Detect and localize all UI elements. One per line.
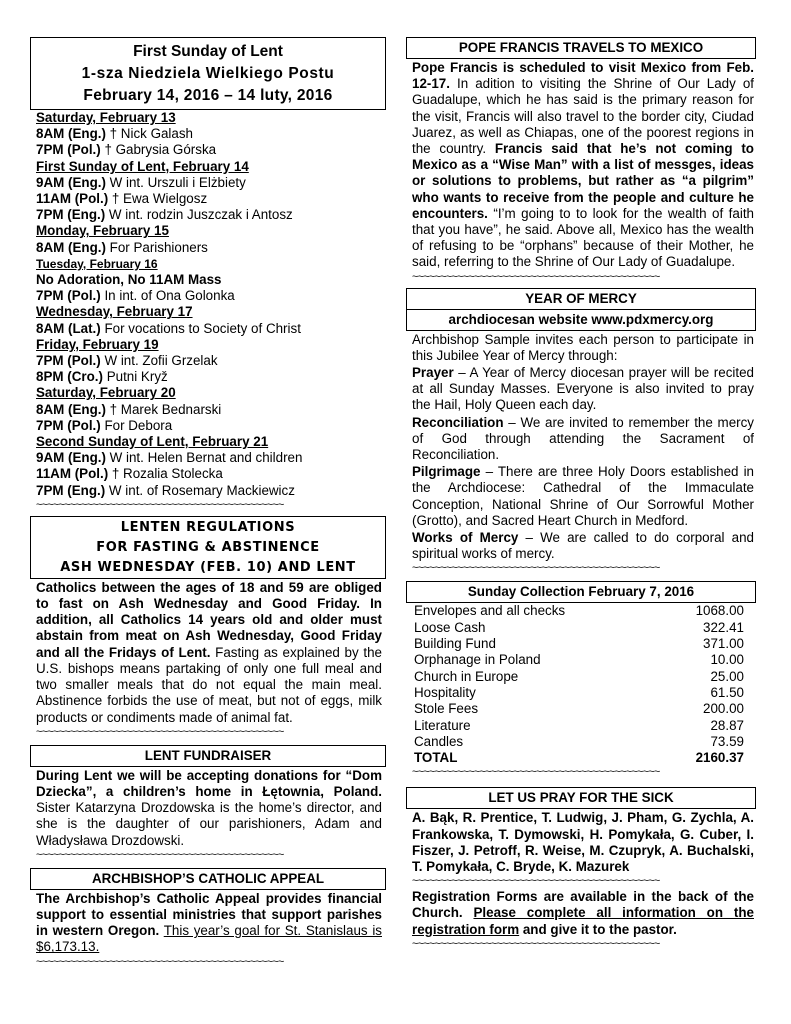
schedule-day-heading: Saturday, February 13: [36, 110, 176, 125]
collection-amount: 10.00: [710, 652, 744, 668]
collection-row: [406, 718, 756, 734]
collection-table: [406, 603, 756, 750]
mass-entry: [36, 175, 380, 191]
mass-intention: In int. of Ona Golonka: [100, 288, 235, 304]
collection-label: Hospitality: [414, 684, 476, 700]
mass-entry: [36, 402, 380, 418]
mercy-title: YEAR OF MERCY: [525, 290, 637, 306]
bulletin-title-box: [30, 37, 386, 110]
collection-label: Literature: [414, 717, 471, 733]
collection-row: [406, 620, 756, 636]
collection-amount: 322.41: [703, 619, 744, 635]
collection-label: Envelopes and all checks: [414, 603, 566, 619]
mass-time: 8AM (Eng.): [36, 126, 106, 142]
mass-intention: For Debora: [100, 417, 173, 433]
mercy-item-text: – There are three Holy Doors established in the Archdiocese: Cathedral of the Immaculate Conception, National Shrine of Our Sorrowful Mother (Grotto), and Sacred Heart Church in Medford.: [412, 464, 754, 528]
mass-intention: For Parishioners: [105, 239, 208, 255]
schedule-day-heading: Tuesday, February 16: [36, 256, 158, 271]
divider: ~~~~~~~~~~~~~~~~~~~~~~~~~~~~~~~~~~~~~~~~~~~~: [36, 955, 284, 968]
mercy-item: [406, 529, 756, 562]
mass-time: 8PM (Cro.): [36, 369, 103, 385]
collection-row: [406, 652, 756, 668]
mass-entry: [36, 483, 380, 499]
mass-time: 7PM (Eng.): [36, 482, 106, 498]
mass-entry: [36, 288, 380, 304]
title-polish: 1-sza Niedziela Wielkiego Postu: [81, 65, 335, 82]
collection-amount: 200.00: [703, 701, 744, 717]
appeal-header: ARCHBISHOP’S CATHOLIC APPEAL: [30, 868, 386, 890]
mass-entry: [36, 126, 380, 142]
mass-entry: [36, 142, 380, 158]
divider: ~~~~~~~~~~~~~~~~~~~~~~~~~~~~~~~~~~~~~~~~~~~~: [412, 270, 660, 283]
collection-label: Church in Europe: [414, 668, 519, 684]
mass-time: 9AM (Eng.): [36, 174, 106, 190]
collection-row: [406, 734, 756, 750]
mercy-item: [406, 414, 756, 464]
mass-time: 8AM (Eng.): [36, 401, 106, 417]
collection-amount: 371.00: [703, 636, 744, 652]
mercy-item-label: Reconciliation: [412, 414, 504, 430]
mass-entry: [36, 418, 380, 434]
collection-row: [406, 685, 756, 701]
mass-intention: † Nick Galash: [105, 126, 193, 142]
collection-label: Building Fund: [414, 636, 496, 652]
mass-intention: † Rozalia Stolecka: [108, 466, 223, 482]
divider: ~~~~~~~~~~~~~~~~~~~~~~~~~~~~~~~~~~~~~~~~~~~~: [36, 848, 284, 861]
collection-amount: 1068.00: [695, 603, 744, 619]
collection-label: Orphanage in Poland: [414, 652, 541, 668]
mass-time: 7PM (Eng.): [36, 207, 106, 223]
collection-header: Sunday Collection February 7, 2016: [406, 581, 756, 603]
lenten-heading-1: LENTEN REGULATIONS: [120, 519, 296, 535]
pope-text: Pope Francis is scheduled to visit Mexico from Feb. 12-17. In adition to visiting the Shrine of Our Lady of Guadalupe, which he has said is the primary reason for the visit, Francis will also travel to the border city, Ciudad Juarez, as well as Chiapas, one of the poorest regions in the country. Francis said that he’s not coming to Mexico as a “Wise Man” with a list of messges, ideas or solutions to problems, but rather as “a pilgrim” who wants to receive from the people and culture he encounters. “I’m going to to look for the wealth of faith that you have”, he said. Above all, Mexico has the wealth of refusing to be “orphans” because of their Mother, he said, referring to the Shrine of Our Lady of Guadalupe.: [412, 60, 754, 270]
mercy-item-text: – A Year of Mercy diocesan prayer will be recited at all Sunday Masses. Everyone is also invited to pray the Hail, Holy Queen each day.: [412, 365, 754, 413]
mercy-header: [406, 288, 756, 331]
divider: ~~~~~~~~~~~~~~~~~~~~~~~~~~~~~~~~~~~~~~~~~~~~: [36, 498, 284, 511]
right-column: [406, 37, 756, 951]
collection-total-row: [406, 750, 756, 766]
mass-intention: W int. Zofii Grzelak: [100, 353, 218, 369]
pope-header: POPE FRANCIS TRAVELS TO MEXICO: [406, 37, 756, 59]
schedule-day-heading: First Sunday of Lent, February 14: [36, 158, 249, 174]
mass-time: 7PM (Pol.): [36, 417, 101, 433]
collection-amount: 25.00: [710, 668, 744, 684]
mercy-item-text: – We are invited to remember the mercy of God through attending the Sacrament of Reconciliation.: [412, 414, 754, 463]
registration-text: Registration Forms are available in the back of the Church. Please complete all information on the registration form and give it to the pastor.: [412, 889, 754, 937]
mass-time: 11AM (Pol.): [36, 466, 109, 482]
appeal-text: The Archbishop’s Catholic Appeal provides financial support to essential ministries that support parishes in western Oregon. This year’s goal for St. Stanislaus is $6,173.13.: [36, 890, 382, 955]
collection-amount: 73.59: [710, 733, 744, 749]
schedule-day-heading: Monday, February 15: [36, 223, 169, 239]
mass-time: 7PM (Pol.): [36, 288, 101, 304]
left-column: [30, 37, 386, 969]
collection-row: [406, 669, 756, 685]
mercy-website: archdiocesan website www.pdxmercy.org: [407, 309, 755, 330]
collection-label: Loose Cash: [414, 619, 486, 635]
mass-entry: [36, 321, 380, 337]
schedule-note: No Adoration, No 11AM Mass: [36, 272, 222, 288]
mass-time: 8AM (Lat.): [36, 320, 101, 336]
mass-intention: W int. rodzin Juszczak i Antosz: [105, 207, 293, 223]
schedule-day-heading: Wednesday, February 17: [36, 304, 193, 320]
mass-entry: [36, 466, 380, 482]
collection-row: [406, 701, 756, 717]
mercy-item-text: – We are called to do corporal and spiritual works of mercy.: [412, 530, 754, 562]
mercy-item-label: Prayer: [412, 365, 454, 381]
mass-intention: † Gabrysia Górska: [100, 142, 217, 158]
mass-intention: Putni Kryž: [102, 369, 168, 385]
mass-entry: [36, 191, 380, 207]
title-english: First Sunday of Lent: [133, 43, 283, 60]
mercy-items: [406, 364, 756, 562]
mass-time: 7PM (Pol.): [36, 142, 101, 158]
divider: ~~~~~~~~~~~~~~~~~~~~~~~~~~~~~~~~~~~~~~~~~~~~: [36, 725, 284, 738]
mercy-item: [406, 463, 756, 529]
mercy-item: [406, 364, 756, 414]
schedule-day-heading: Saturday, February 20: [36, 385, 176, 401]
collection-label: Stole Fees: [414, 701, 479, 717]
mass-entry: [36, 450, 380, 466]
fundraiser-header: LENT FUNDRAISER: [30, 745, 386, 767]
collection-amount: 28.87: [710, 717, 744, 733]
mass-time: 8AM (Eng.): [36, 239, 106, 255]
title-date: February 14, 2016 – 14 luty, 2016: [83, 87, 333, 104]
mass-time: 7PM (Pol.): [36, 353, 101, 369]
mass-entry: [36, 207, 380, 223]
mass-entry: [36, 369, 380, 385]
mass-time: 9AM (Eng.): [36, 450, 106, 466]
mass-entry: [36, 240, 380, 256]
mass-intention: For vocations to Society of Christ: [100, 320, 301, 336]
mercy-item-label: Pilgrimage: [412, 464, 481, 480]
total-amount: 2160.37: [695, 750, 744, 766]
collection-row: [406, 636, 756, 652]
collection-label: Candles: [414, 733, 464, 749]
collection-amount: 61.50: [710, 684, 744, 700]
mass-entry: [36, 353, 380, 369]
mass-intention: † Marek Bednarski: [105, 401, 222, 417]
divider: ~~~~~~~~~~~~~~~~~~~~~~~~~~~~~~~~~~~~~~~~~~~~: [412, 937, 660, 950]
mass-intention: † Ewa Wielgosz: [108, 191, 208, 207]
divider: ~~~~~~~~~~~~~~~~~~~~~~~~~~~~~~~~~~~~~~~~~~~~: [412, 875, 660, 888]
collection-row: [406, 603, 756, 619]
mercy-item-label: Works of Mercy: [412, 530, 519, 546]
mercy-intro: Archbishop Sample invites each person to participate in this Jubilee Year of Mercy through:: [412, 331, 754, 363]
mass-time: 11AM (Pol.): [36, 191, 109, 207]
fundraiser-text: During Lent we will be accepting donations for “Dom Dziecka”, a children’s home in Łętownia, Poland. Sister Katarzyna Drozdowska is the home’s director, and she is the daughter of our parishioners, Adam and Władysława Drozdowski.: [36, 767, 382, 848]
sick-header: LET US PRAY FOR THE SICK: [406, 787, 756, 809]
schedule-day-heading: Second Sunday of Lent, February 21: [36, 434, 269, 450]
mass-intention: W int. Helen Bernat and children: [105, 450, 303, 466]
total-label: TOTAL: [414, 750, 458, 766]
divider: ~~~~~~~~~~~~~~~~~~~~~~~~~~~~~~~~~~~~~~~~~~~~: [412, 766, 660, 779]
lenten-heading-3: ASH WEDNESDAY (FEB. 10) AND LENT: [60, 559, 356, 575]
mass-intention: W int. Urszuli i Elżbiety: [105, 174, 246, 190]
lenten-regulations-header: [30, 516, 386, 579]
lenten-text: Catholics between the ages of 18 and 59 are obliged to fast on Ash Wednesday and Good Friday. In addition, all Catholics 14 years old and older must abstain from meat on Ash Wednesday, Good Friday and all the Fridays of Lent. Fasting as explained by the U.S. bishops means partaking of only one full meal and two smaller meals that do not equal the main meal. Abstinence forbids the use of meat, but not of eggs, milk products or condiments made of animal fat.: [36, 579, 383, 725]
mass-schedule: [30, 110, 386, 499]
mass-intention: W int. of Rosemary Mackiewicz: [105, 482, 295, 498]
lenten-heading-2: FOR FASTING & ABSTINENCE: [96, 539, 320, 555]
sick-names: A. Bąk, R. Prentice, T. Ludwig, J. Pham, G. Zychla, A. Frankowska, T. Dymowski, H. Pomykała, G. Cuber, I. Fiszer, J. Petroff, R. Weise, M. Czupryk, A. Buchalski, T. Pomykała, C. Bryde, K. Mazurek: [412, 810, 754, 875]
divider: ~~~~~~~~~~~~~~~~~~~~~~~~~~~~~~~~~~~~~~~~~~~~: [412, 562, 660, 575]
schedule-day-heading: Friday, February 19: [36, 336, 159, 352]
